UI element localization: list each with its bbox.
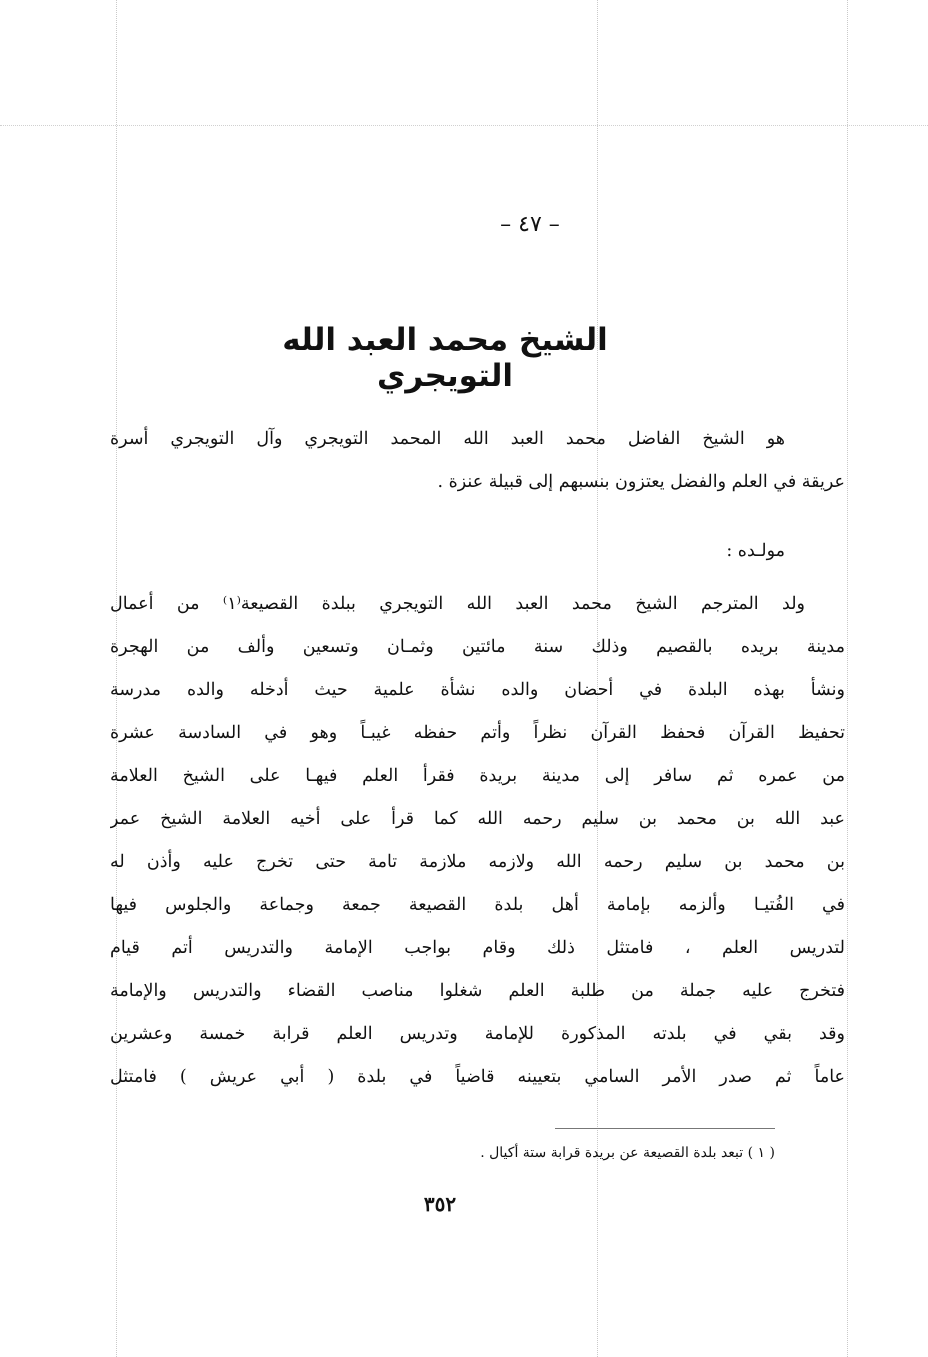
footnote: ( ١ ) تبعد بلدة القصيعة عن بريدة قرابة ستة أكيال . <box>480 1145 775 1161</box>
text-line: وقد بقي في بلدته المذكورة للإمامة وتدريس العلم قرابة خمسة وعشرين <box>110 1024 845 1044</box>
text-line: بن محمد بن سليم رحمه الله ولازمه ملازمة تامة حتى تخرج عليه وأذن له <box>110 852 845 872</box>
section-subheading: مولـده : <box>726 541 785 561</box>
text-line: في الفُتيـا وألزمه بإمامة أهل بلدة القصيعة جمعة وجماعة والجلوس فيها <box>110 895 845 915</box>
biography-paragraph <box>110 583 845 1099</box>
scan-guide-line <box>0 125 928 126</box>
text-line: عبد الله بن محمد بن سليم رحمه الله كما قرأ على أخيه العلامة الشيخ عمر <box>110 809 845 829</box>
text-line: ولد المترجم الشيخ محمد العبد الله التويجري ببلدة القصيعة⁽١⁾ من أعمال <box>110 594 805 614</box>
scan-guide-line <box>847 0 848 1357</box>
text-line: ونشأ بهذه البلدة في أحضان والده نشأة علمية حيث أدخله والده مدرسة <box>110 680 845 700</box>
footnote-divider <box>555 1128 775 1129</box>
text-line: مدينة بريده بالقصيم وذلك سنة مائتين وثمـان وتسعين وألف من الهجرة <box>110 637 845 657</box>
page-number: ٣٥٢ <box>423 1192 457 1216</box>
text-line: عاماً ثم صدر الأمر السامي بتعيينه قاضياً في بلدة ( أبي عريش ) فامتثل <box>110 1067 845 1087</box>
text-line: لتدريس العلم ، فامتثل ذلك وقام بواجب الإمامة والتدريس أتم قيام <box>110 938 845 958</box>
section-number: – ٤٧ – <box>500 212 560 237</box>
text-line: فتخرج عليه جملة من طلبة العلم شغلوا مناصب القضاء والتدريس والإمامة <box>110 981 845 1001</box>
text-line: من عمره ثم سافر إلى مدينة بريدة فقرأ العلم فيهـا على الشيخ العلامة <box>110 766 845 786</box>
text-line: تحفيظ القرآن فحفظ القرآن نظراً وأتم حفظه غيبـاً وهو في السادسة عشرة <box>110 723 845 743</box>
intro-paragraph <box>110 418 845 504</box>
text-line: عريقة في العلم والفضل يعتزون بنسبهم إلى قبيلة عنزة . <box>437 472 845 492</box>
page-title: الشيخ محمد العبد الله التويجري <box>282 322 608 394</box>
text-line: هو الشيخ الفاضل محمد العبد الله المحمد التويجري وآل التويجري أسرة <box>110 429 785 449</box>
